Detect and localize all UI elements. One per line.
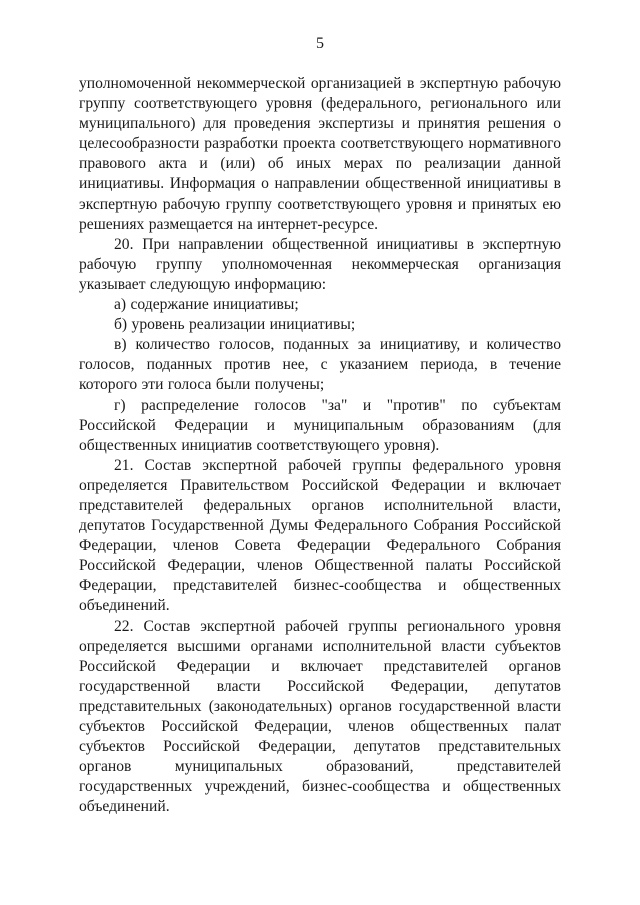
paragraph-continuation: уполномоченной некоммерческой организацией в экспертную рабочую группу соответствующего уровня (федерального, регионального или муниципального) для проведения экспертизы и принятия решения о целесообразности разработки проекта соответствующего нормативного правового акта и (или) об иных мерах по реализации данной инициативы. Информация о направлении общественной инициативы в экспертную рабочую группу соответствующего уровня и принятых ею решениях размещается на интернет-ресурсе. [79,75,561,233]
paragraph-item-22: 22. Состав экспертной рабочей группы регионального уровня определяется высшими органами исполнительной власти субъектов Российской Федерации и включает представителей органов государственной власти Российской Федерации, депутатов представительных (законодательных) органов государственной власти субъектов Российской Федерации, членов общественных палат субъектов Российской Федерации, депутатов представительных органов муниципальных образований, представителей государственных учреждений, бизнес-сообщества и общественных объединений. [79,617,561,816]
list-item-b: б) уровень реализации инициативы; [114,316,356,334]
paragraph-item-21: 21. Состав экспертной рабочей группы федерального уровня определяется Правительством Российской Федерации и включает представителей федеральных органов исполнительной власти, депутатов Государственной Думы Федерального Собрания Российской Федерации, членов Совета Федерации Федерального Собрания Российской Федерации, членов Общественной палаты Российской Федерации, представителей бизнес-сообщества и общественных объединений. [79,456,561,615]
list-item-g: г) распределение голосов "за" и "против" по субъектам Российской Федерации и муниципальным образованиям (для общественных инициатив соответствующего уровня). [79,396,561,454]
list-item-a: а) содержание инициативы; [114,296,299,314]
list-item-v: в) количество голосов, поданных за инициативу, и количество голосов, поданных против нее, с указанием периода, в течение которого эти голоса были получены; [79,336,561,394]
page-number: 5 [316,35,324,52]
paragraph-item-20: 20. При направлении общественной инициативы в экспертную рабочую группу уполномоченная некоммерческая организация указывает следующую информацию: [79,235,561,293]
document-body [79,74,561,817]
